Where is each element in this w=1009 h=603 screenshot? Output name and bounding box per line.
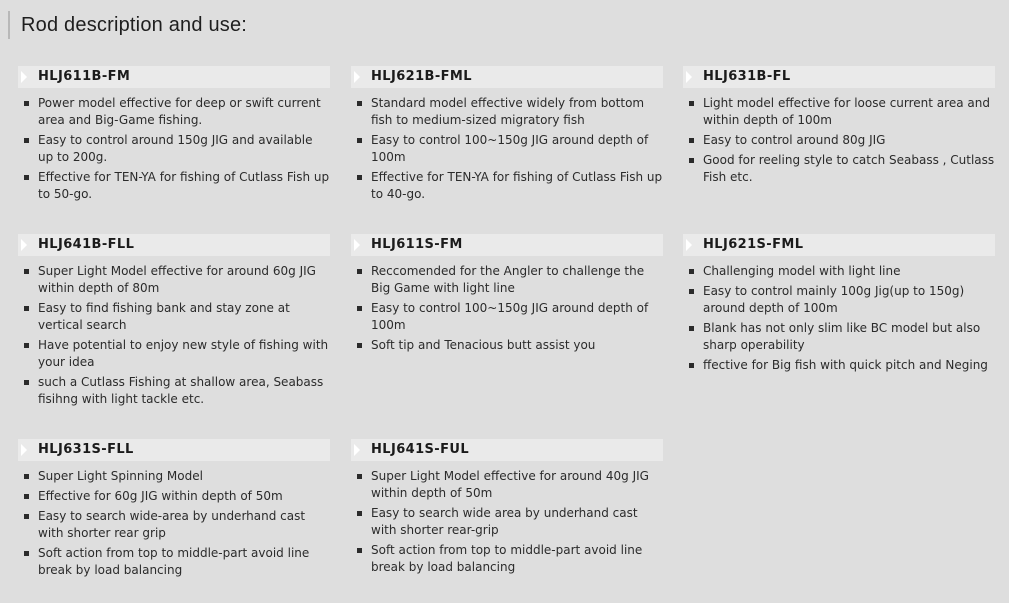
feature-item: Soft action from top to middle-part avoid line break by load balancing	[371, 542, 663, 576]
rod-model-name: HLJ611B-FM	[38, 69, 131, 84]
feature-item: Easy to search wide area by underhand cast with shorter rear-grip	[371, 505, 663, 539]
feature-item: Super Light Model effective for around 60g JIG within depth of 80m	[38, 263, 330, 297]
rod-model-name: HLJ631S-FLL	[38, 442, 134, 457]
feature-item: Power model effective for deep or swift current area and Big-Game fishing.	[38, 95, 330, 129]
feature-item: Soft tip and Tenacious butt assist you	[371, 337, 663, 354]
feature-list	[18, 95, 330, 203]
rod-model-name: HLJ631B-FL	[703, 69, 791, 84]
feature-list	[683, 263, 995, 374]
feature-item: Challenging model with light line	[703, 263, 995, 280]
feature-item: Easy to control around 80g JIG	[703, 132, 995, 149]
rod-card-header	[683, 234, 995, 256]
rod-model-name: HLJ621B-FML	[371, 69, 472, 84]
rod-card-hlj631s-fll	[18, 439, 330, 582]
rod-card-header	[18, 66, 330, 88]
feature-item: Blank has not only slim like BC model but also sharp operability	[703, 320, 995, 354]
feature-item: Light model effective for loose current area and within depth of 100m	[703, 95, 995, 129]
feature-item: Easy to find fishing bank and stay zone at vertical search	[38, 300, 330, 334]
feature-item: Effective for TEN-YA for fishing of Cutlass Fish up to 50-go.	[38, 170, 330, 201]
feature-item: Super Light Model effective for around 40g JIG within depth of 50m	[371, 468, 663, 502]
feature-item: Reccomended for the Angler to challenge the Big Game with light line	[371, 263, 663, 297]
caret-right-icon	[21, 71, 27, 83]
feature-item: Easy to search wide-area by underhand cast with shorter rear grip	[38, 508, 330, 542]
rod-card-hlj611b-fm	[18, 66, 330, 206]
rod-model-name: HLJ621S-FML	[703, 237, 804, 252]
rod-card-hlj631b-fl	[683, 66, 995, 189]
feature-item: such a Cutlass Fishing at shallow area, Seabass fisihng with light tackle etc.	[38, 374, 330, 408]
rod-model-name: HLJ641S-FUL	[371, 442, 470, 457]
feature-list	[18, 468, 330, 579]
feature-item: Easy to control around 150g JIG and available up to 200g.	[38, 132, 330, 166]
caret-right-icon	[21, 444, 27, 456]
rod-card-header	[683, 66, 995, 88]
feature-list	[351, 263, 663, 354]
rod-model-name: HLJ611S-FM	[371, 237, 463, 252]
caret-right-icon	[354, 239, 360, 251]
feature-list	[351, 468, 663, 576]
caret-right-icon	[686, 239, 692, 251]
feature-item: Effective for 60g JIG within depth of 50m	[38, 488, 330, 505]
feature-item: Easy to control mainly 100g Jig(up to 150g) around depth of 100m	[703, 283, 995, 317]
rod-card-hlj641b-fll	[18, 234, 330, 411]
feature-list	[683, 95, 995, 186]
caret-right-icon	[354, 444, 360, 456]
feature-item: Good for reeling style to catch Seabass , Cutlass Fish etc.	[703, 153, 995, 184]
rod-card-header	[351, 234, 663, 256]
feature-item: Standard model effective widely from bottom fish to medium-sized migratory fish	[371, 95, 663, 129]
feature-list	[351, 95, 663, 203]
rod-card-header	[351, 439, 663, 461]
feature-item: Easy to control 100~150g JIG around depth of 100m	[371, 300, 663, 334]
feature-item: Have potential to enjoy new style of fishing with your idea	[38, 338, 329, 369]
feature-item: Soft action from top to middle-part avoid line break by load balancing	[38, 545, 330, 579]
feature-item: Effective for TEN-YA for fishing of Cutlass Fish up to 40-go.	[371, 170, 663, 201]
caret-right-icon	[354, 71, 360, 83]
feature-item: Easy to control 100~150g JIG around depth of 100m	[371, 132, 663, 166]
rod-card-hlj621b-fml	[351, 66, 663, 206]
rod-card-header	[351, 66, 663, 88]
caret-right-icon	[686, 71, 692, 83]
rod-card-hlj641s-ful	[351, 439, 663, 579]
caret-right-icon	[21, 239, 27, 251]
rod-card-header	[18, 439, 330, 461]
rod-card-hlj611s-fm	[351, 234, 663, 357]
feature-list	[18, 263, 330, 408]
rod-card-hlj621s-fml	[683, 234, 995, 377]
rod-model-name: HLJ641B-FLL	[38, 237, 135, 252]
feature-item: Super Light Spinning Model	[38, 468, 330, 485]
page-title: Rod description and use:	[8, 11, 247, 39]
rod-card-header	[18, 234, 330, 256]
feature-item: ffective for Big fish with quick pitch and Neging	[703, 357, 995, 374]
